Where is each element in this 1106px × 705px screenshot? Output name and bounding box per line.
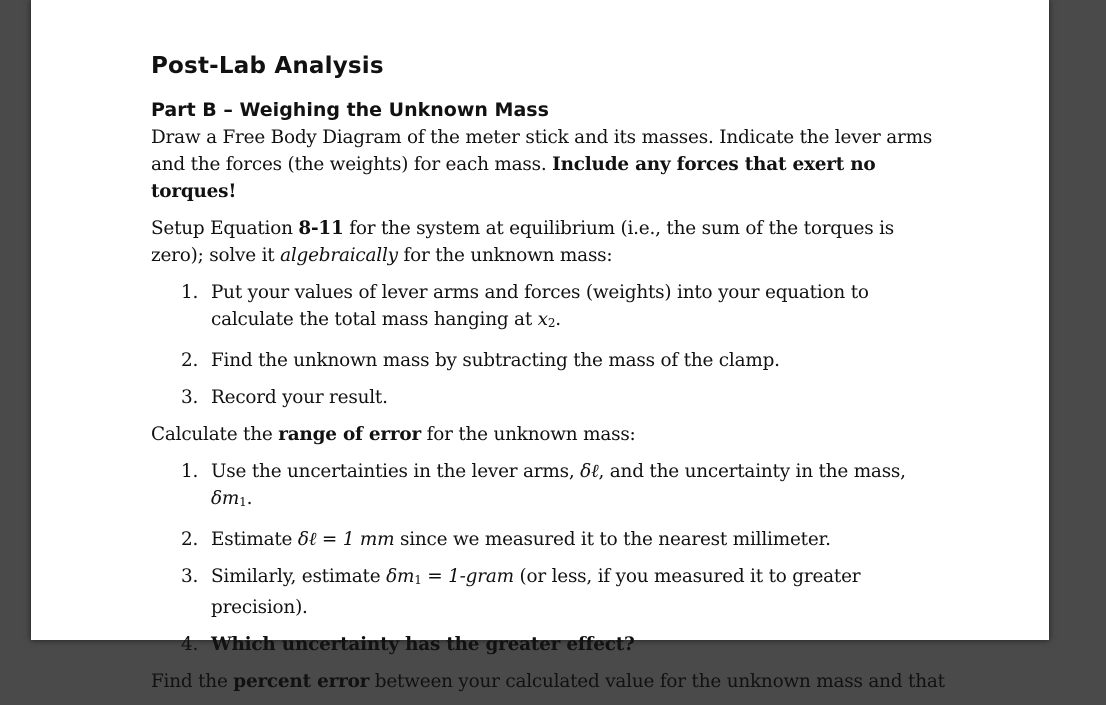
- list-item: 2. Find the unknown mass by subtracting the mass of the clamp.: [181, 350, 780, 371]
- document-page: [31, 0, 1049, 692]
- paragraph-setup-equation: Setup Equation 8-11 for the system at equilibrium (i.e., the sum of the torques is zero); solve it algebraically for the unknown mass:: [151, 218, 894, 266]
- list-item: 3. Similarly, estimate δm1 = 1-gram (or less, if you measured it to greater precision).: [181, 566, 861, 618]
- paragraph-range-of-error: Calculate the range of error for the unknown mass:: [151, 424, 636, 445]
- list-item: 3. Record your result.: [181, 387, 388, 408]
- paragraph-free-body-diagram: Draw a Free Body Diagram of the meter stick and its masses. Indicate the lever arms and the forces (the weights) for each mass. Include any forces that exert no torques!: [151, 127, 933, 202]
- steps-list-mass: [151, 279, 951, 411]
- list-item: 1. Put your values of lever arms and forces (weights) into your equation to calculate the total mass hanging at x2.: [181, 282, 869, 330]
- page-content: [151, 46, 951, 705]
- steps-list-error: [151, 458, 951, 658]
- paragraph-percent-error: Find the percent error between your calculated value for the unknown mass and that: [151, 671, 945, 692]
- section-subheading: Part B – Weighing the Unknown Mass: [151, 99, 549, 121]
- page-heading: Post-Lab Analysis: [151, 53, 384, 79]
- list-item: 2. Estimate δℓ = 1 mm since we measured it to the nearest millimeter.: [181, 529, 831, 550]
- list-item: 4. Which uncertainty has the greater effect?: [181, 634, 635, 655]
- list-item: 1. Use the uncertainties in the lever arms, δℓ, and the uncertainty in the mass, δm1.: [181, 461, 906, 509]
